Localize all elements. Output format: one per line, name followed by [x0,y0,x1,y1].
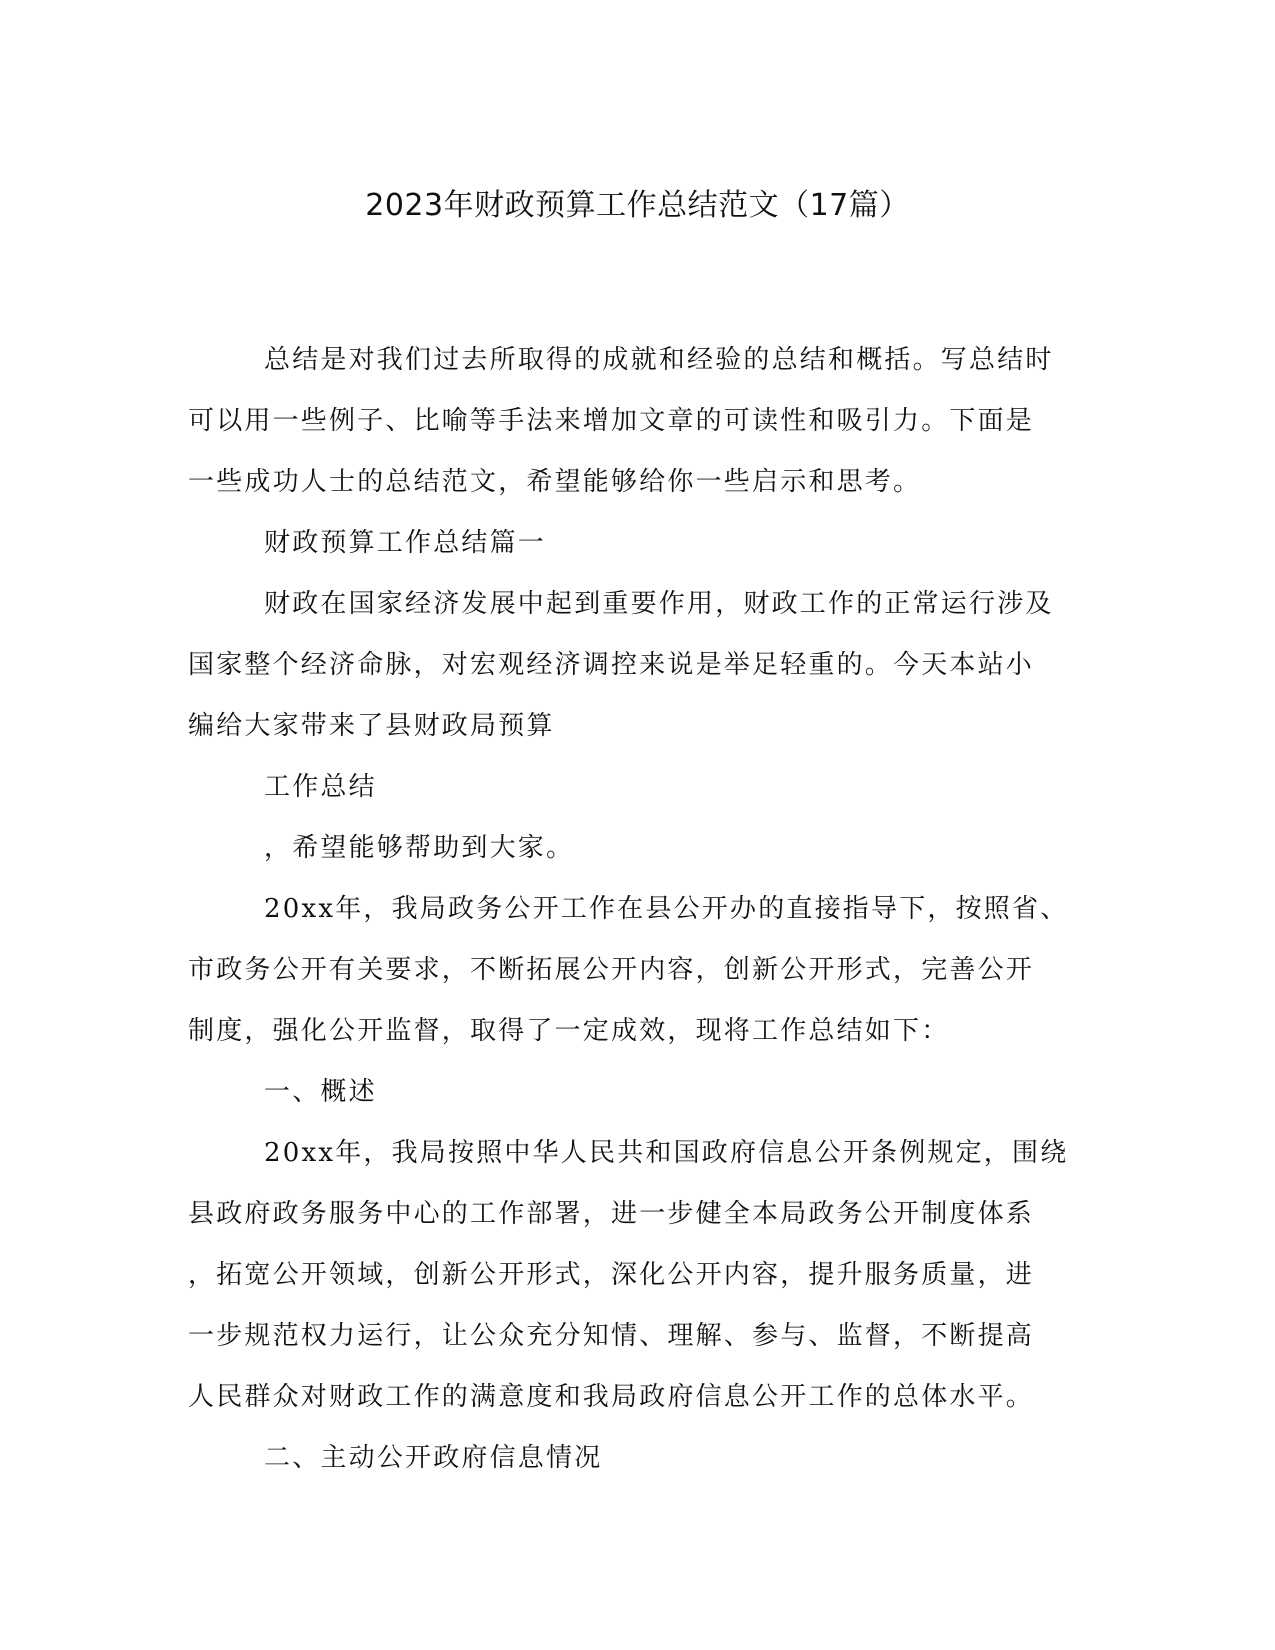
paragraph-line: 一步规范权力运行，让公众充分知情、理解、参与、监督，不断提高 [188,1321,1035,1351]
intro-line: 一些成功人士的总结范文，希望能够给你一些启示和思考。 [188,467,922,497]
paragraph-line: 县政府政务服务中心的工作部署，进一步健全本局政务公开制度体系 [188,1199,1035,1229]
paragraph-line: 市政务公开有关要求，不断拓展公开内容，创新公开形式，完善公开 [188,955,1035,985]
paragraph-line: 20xx年，我局按照中华人民共和国政府信息公开条例规定，围绕 [264,1138,1069,1168]
paragraph-finance-role [188,574,1068,757]
paragraph-public-affairs [188,879,1068,1062]
section-title: 财政预算工作总结篇一 [264,528,547,558]
paragraph-line: 20xx年，我局政务公开工作在县公开办的直接指导下，按照省、 [264,894,1069,924]
intro-paragraph [188,330,1068,513]
paragraph-line: 财政在国家经济发展中起到重要作用，财政工作的正常运行涉及 [264,589,1054,619]
paragraph-line: 人民群众对财政工作的满意度和我局政府信息公开工作的总体水平。 [188,1382,1035,1412]
paragraph-line: 制度，强化公开监督，取得了一定成效，现将工作总结如下： [188,1016,950,1046]
heading-overview: 一、概述 [264,1077,377,1107]
paragraph-overview [188,1123,1068,1428]
paragraph-line: ，拓宽公开领域，创新公开形式，深化公开内容，提升服务质量，进 [188,1260,1035,1290]
document-title: 2023年财政预算工作总结范文（17篇） [365,188,910,223]
heading-proactive-disclosure: 二、主动公开政府信息情况 [264,1443,603,1473]
intro-line: 总结是对我们过去所取得的成就和经验的总结和概括。写总结时 [264,345,1054,375]
paragraph-hope: ，希望能够帮助到大家。 [264,833,575,863]
paragraph-work-summary: 工作总结 [264,772,377,802]
paragraph-line: 编给大家带来了县财政局预算 [188,711,555,741]
intro-line: 可以用一些例子、比喻等手法来增加文章的可读性和吸引力。下面是 [188,406,1035,436]
paragraph-line: 国家整个经济命脉，对宏观经济调控来说是举足轻重的。今天本站小 [188,650,1035,680]
document-body [188,330,1068,1489]
